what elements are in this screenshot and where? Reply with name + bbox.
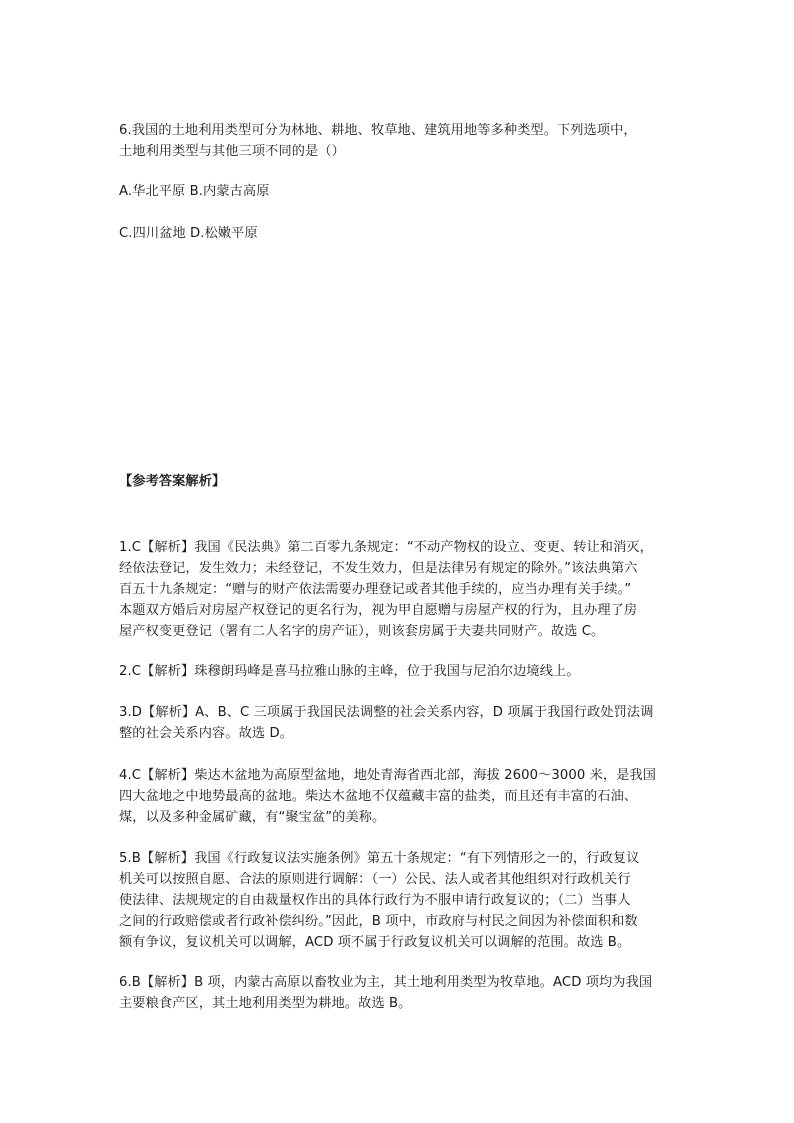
question-options-ab (119, 181, 679, 202)
answer-3-line: 整的社会关系内容。故选 D。 (119, 726, 293, 741)
answer-1-line: 百五十九条规定：“赠与的财产依法需要办理登记或者其他手续的，应当办理有关手续。” (119, 582, 632, 597)
answer-1 (119, 537, 679, 642)
answer-1-line: 本题双方婚后对房屋产权登记的更名行为，视为甲自愿赠与房屋产权的行为，且办理了房 (119, 603, 638, 618)
answer-1-line: 经依法登记，发生效力；未经登记，不发生效力，但是法律另有规定的除外。”该法典第六 (119, 561, 638, 576)
answer-5 (119, 848, 679, 953)
options-c-d: C.四川盆地 D.松嫩平原 (119, 226, 258, 241)
answer-3-line: 3.D【解析】A、B、C 三项属于我国民法调整的社会关系内容，D 项属于我国行政处罚法调 (119, 705, 654, 720)
question-stem-line-1: 6.我国的土地利用类型可分为林地、耕地、牧草地、建筑用地等多种类型。下列选项中， (119, 123, 637, 138)
answer-6-line: 主要粮食产区，其土地利用类型为耕地。故选 B。 (119, 996, 412, 1011)
answer-5-line: 机关可以按照自愿、合法的原则进行调解：（一）公民、法人或者其他组织对行政机关行 (119, 872, 631, 887)
answer-3 (119, 702, 679, 744)
answer-5-line: 使法律、法规规定的自由裁量权作出的具体行政行为不服申请行政复议的；（二）当事人 (119, 893, 631, 908)
answer-4 (119, 765, 679, 828)
question-options-cd (119, 223, 679, 244)
answer-1-line: 1.C【解析】我国《民法典》第二百零九条规定：“不动产物权的设立、变更、转让和消灭， (119, 540, 653, 555)
answer-5-line: 之间的行政赔偿或者行政补偿纠纷。”因此，B 项中，市政府与村民之间因为补偿面积和数 (119, 914, 638, 929)
answer-1-line: 屋产权变更登记（署有二人名字的房产证），则该套房属于夫妻共同财产。故选 C。 (119, 624, 605, 639)
answer-6 (119, 972, 679, 1014)
answer-5-line: 5.B【解析】我国《行政复议法实施条例》第五十条规定：“有下列情形之一的，行政复议 (119, 851, 640, 866)
answer-4-line: 煤，以及多种金属矿藏，有“聚宝盆”的美称。 (119, 810, 386, 825)
answers-heading: 【参考答案解析】 (119, 474, 226, 489)
answer-2 (119, 661, 679, 682)
answer-4-line: 4.C【解析】柴达木盆地为高原型盆地，地处青海省西北部，海拔 2600～3000 米，是我国 (119, 768, 657, 783)
question-6 (119, 120, 679, 162)
options-a-b: A.华北平原 B.内蒙古高原 (119, 184, 270, 199)
answer-6-line: 6.B【解析】B 项，内蒙古高原以畜牧业为主，其土地利用类型为牧草地。ACD 项均为我国 (119, 975, 653, 990)
answer-5-line: 额有争议，复议机关可以调解，ACD 项不属于行政复议机关可以调解的范围。故选 B。 (119, 935, 631, 950)
question-stem-line-2: 土地利用类型与其他三项不同的是（） (119, 144, 345, 159)
answer-2-line: 2.C【解析】珠穆朗玛峰是喜马拉雅山脉的主峰，位于我国与尼泊尔边境线上。 (119, 664, 580, 679)
answer-4-line: 四大盆地之中地势最高的盆地。柴达木盆地不仅蕴藏丰富的盐类，而且还有丰富的石油、 (119, 789, 638, 804)
